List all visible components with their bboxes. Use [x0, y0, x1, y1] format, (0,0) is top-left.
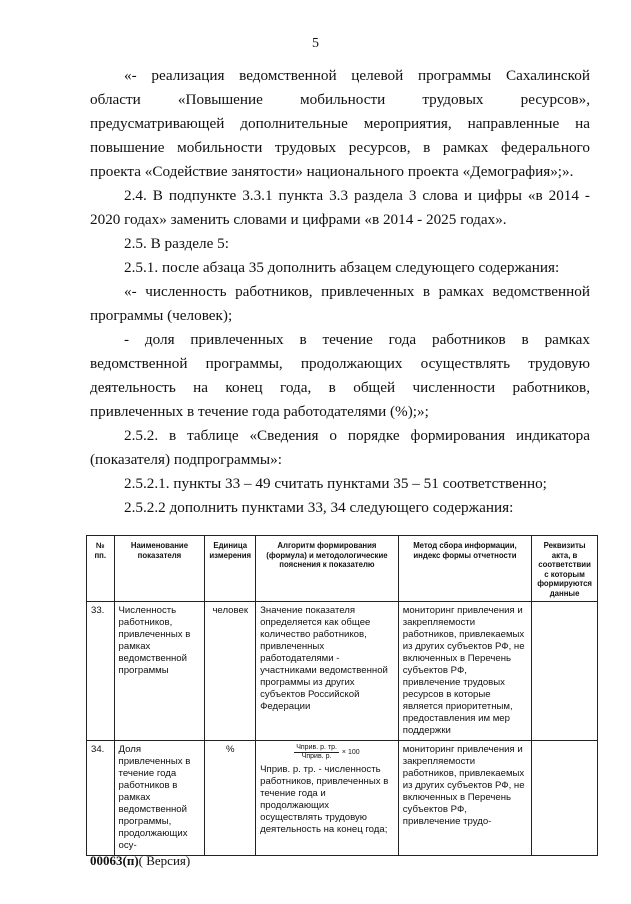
header-algorithm: Алгоритм формирования (формула) и методологические пояснения к показателю: [256, 536, 399, 602]
row-unit: человек: [205, 602, 256, 741]
version-label: ( Версия): [138, 853, 191, 868]
row-indicator-name: Доля привлеченных в течение года работников в рамках ведомственной программы, продолжающих осу-: [114, 741, 205, 856]
paragraph-program-implementation: «- реализация ведомственной целевой программы Сахалинской области «Повышение мобильности трудовых ресурсов», предусматривающей дополнительные мероприятия, направленные на повышение мобильности трудовых ресурсов, в рамках федерального проекта «Содействие занятости» национального проекта «Демография»;».: [90, 67, 590, 180]
row-unit: %: [205, 741, 256, 856]
formula-numerator: Чприв. р. тр.: [296, 744, 337, 751]
row-indicator-name: Численность работников, привлеченных в рамках ведомственной программы: [114, 602, 205, 741]
formula-denominator: Чприв. р.: [301, 753, 332, 760]
share-formula: [260, 744, 394, 761]
paragraph-2-5-2: 2.5.2. в таблице «Сведения о порядке формирования индикатора (показателя) подпрограммы»:: [90, 427, 590, 468]
row-collection-method: мониторинг привлечения и закрепляемости работников, привлекаемых из других субъектов РФ, не включенных в Перечень субъектов РФ, привлечение трудовых ресурсов в которые является приоритетным, предоставления им мер поддержки: [398, 602, 531, 741]
formula-multiplier: × 100: [341, 748, 360, 756]
row-collection-method: мониторинг привлечения и закрепляемости работников, привлекаемых из других субъектов РФ, не включенных в Перечень субъектов РФ, привлечение трудо-: [398, 741, 531, 856]
paragraph-2-4: 2.4. В подпункте 3.3.1 пункта 3.3 раздела 3 слова и цифры «в 2014 - 2020 годах» заменить словами и цифрами «в 2014 - 2025 годах».: [90, 187, 590, 228]
document-body: [90, 64, 590, 520]
formula-fraction: [294, 744, 339, 761]
row-act-details: [532, 741, 598, 856]
table-row: [87, 741, 598, 856]
row-act-details: [532, 602, 598, 741]
row-number: 33.: [87, 602, 115, 741]
row-algorithm: Чприв. р. тр. - численность работников, привлеченных в течение года и продолжающих осуществлять трудовую деятельность на конец года;: [260, 764, 389, 835]
header-collection-method: Метод сбора информации, индекс формы отчетности: [398, 536, 531, 602]
row-number: 34.: [87, 741, 115, 856]
header-act-details: Реквизиты акта, в соответствии с которым формируются данные: [532, 536, 598, 602]
row-algorithm-cell: [256, 741, 399, 856]
row-algorithm: Значение показателя определяется как общее количество работников, привлеченных работодателями - участниками ведомственной программы из других субъектов Российской Федерации: [256, 602, 399, 741]
header-number: № пп.: [87, 536, 115, 602]
paragraph-2-5-2-1: 2.5.2.1. пункты 33 – 49 считать пунктами 35 – 51 соответственно;: [124, 475, 547, 492]
paragraph-workers-share: - доля привлеченных в течение года работников в рамках ведомственной программы, продолжающих осуществлять трудовую деятельность на конец года, в общей численности работников, привлеченных в течение года работодателями (%);»;: [90, 331, 590, 420]
header-unit: Единица измерения: [205, 536, 256, 602]
paragraph-2-5-2-2: 2.5.2.2 дополнить пунктами 33, 34 следующего содержания:: [124, 499, 514, 516]
indicator-table: [86, 535, 598, 856]
paragraph-workers-count: «- численность работников, привлеченных в рамках ведомственной программы (человек);: [90, 283, 590, 324]
paragraph-2-5-1: 2.5.1. после абзаца 35 дополнить абзацем следующего содержания:: [124, 259, 560, 276]
table-row: [87, 602, 598, 741]
page-number: 5: [312, 36, 319, 51]
document-code: 00063(п): [90, 853, 139, 868]
table-header-row: [87, 536, 598, 602]
paragraph-2-5: 2.5. В разделе 5:: [124, 235, 229, 252]
header-indicator-name: Наименование показателя: [114, 536, 205, 602]
document-footer: [90, 853, 190, 869]
